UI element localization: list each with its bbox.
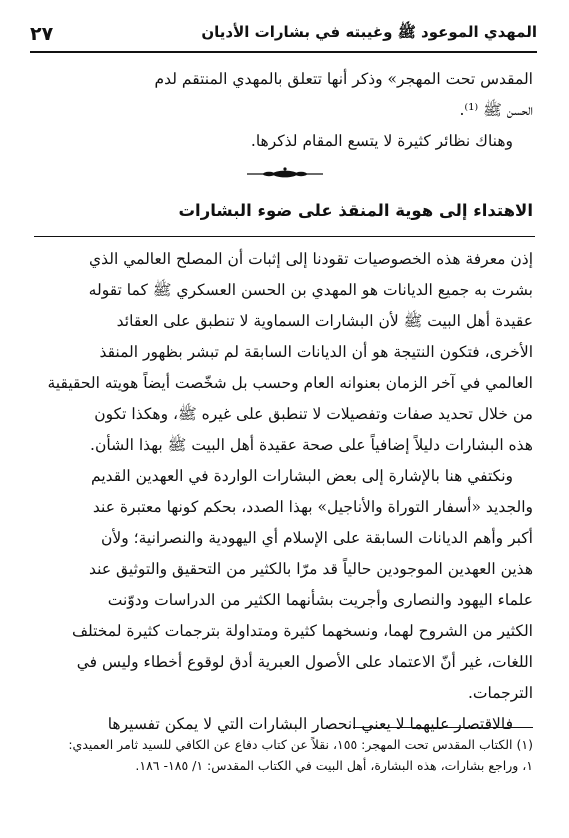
running-title: المهدي الموعود ﷺ وغيبته في بشارات الأديان <box>201 23 537 41</box>
text-line: أكبر وأهم الديانات السابقة على الإسلام أي اليهودية والنصرانية؛ ولأن <box>101 529 533 547</box>
intro-text <box>36 64 533 157</box>
text-line: علماء اليهود والنصارى وأجريت بشأنهما الكثير من الدراسات ودوّنت <box>107 591 533 609</box>
text-line: والجديد «أسفار التوراة والأناجيل» بهذا الصدد، بحكم كونها معتبرة عند <box>92 498 533 516</box>
ornament-icon <box>245 164 325 184</box>
paragraph-2 <box>36 461 533 709</box>
section-heading: الاهتداء إلى هوية المنقذ على ضوء البشارات <box>178 201 533 220</box>
text-line: فالاقتصار عليهما لا يعني انحصار البشارات التي لا يمكن تفسيرها <box>107 715 513 733</box>
main-text <box>36 244 533 740</box>
page-header <box>30 18 537 50</box>
text-line: بشرت به جميع الديانات هو المهدي بن الحسن العسكري ﷺ كما تقوله <box>88 281 533 299</box>
text-line: الكثير من الشروح لهما، ونسخهما كثيرة ومتداولة بترجمات كثيرة لمختلف <box>71 622 533 640</box>
text-line: من خلال تحديد صفات وتفصيلات لا تنطبق على غيره ﷺ، وهكذا تكون <box>94 405 533 423</box>
footnote-line: ١، وراجع بشارات، هذه البشارة، أهل البيت في الكتاب المقدس: ١/ ١٨٥- ١٨٦. <box>135 758 533 773</box>
intro-line: المقدس تحت المهجر» وذكر أنها تتعلق بالمهدي المنتقم لدم <box>154 70 533 88</box>
footnote-line: (١) الكتاب المقدس تحت المهجر: ١٥٥، نقلاً عن كتاب دفاع عن الكافي للسيد ثامر العميدي: <box>68 737 533 752</box>
text-line: ونكتفي هنا بالإشارة إلى بعض البشارات الواردة في العهدين القديم <box>91 467 513 485</box>
section-divider-ornament <box>0 164 569 184</box>
intro-line: وهناك نظائر كثيرة لا يتسع المقام لذكرها. <box>250 132 513 150</box>
page-number: ٢٧ <box>30 23 54 45</box>
paragraph-1 <box>36 244 533 461</box>
text-line: الأخرى، فتكون النتيجة هو أن الديانات السابقة لم تبشر بظهور المنقذ <box>99 343 533 361</box>
footnote-separator <box>353 727 533 728</box>
text-line: إذن معرفة هذه الخصوصيات تقودنا إلى إثبات أن المصلح العالمي الذي <box>88 250 533 268</box>
text-line: هذه البشارات دليلاً إضافياً على صحة عقيدة أهل البيت ﷺ بهذا الشأن. <box>90 436 533 454</box>
text-line: اللغات، غير أنّ الاعتماد على الأصول العبرية أدق لوقوع أخطاء وليس في <box>76 653 533 671</box>
footnotes <box>26 734 533 776</box>
intro-line: الحسن ﷺ ⁽¹⁾. <box>459 101 533 119</box>
heading-rule <box>34 236 535 237</box>
text-line: عقيدة أهل البيت ﷺ لأن البشارات السماوية لا تنطبق على العقائد <box>116 312 533 330</box>
text-line: الترجمات. <box>467 684 533 702</box>
header-rule <box>30 51 537 53</box>
text-line: هذين العهدين الموجودين حالياً قد مرّا بالكثير من التحقيق والتوثيق عند <box>89 560 533 578</box>
text-line: العالمي في آخر الزمان بعنوانه العام وحسب بل شخّصت أيضاً هويته الحقيقية <box>47 374 533 392</box>
